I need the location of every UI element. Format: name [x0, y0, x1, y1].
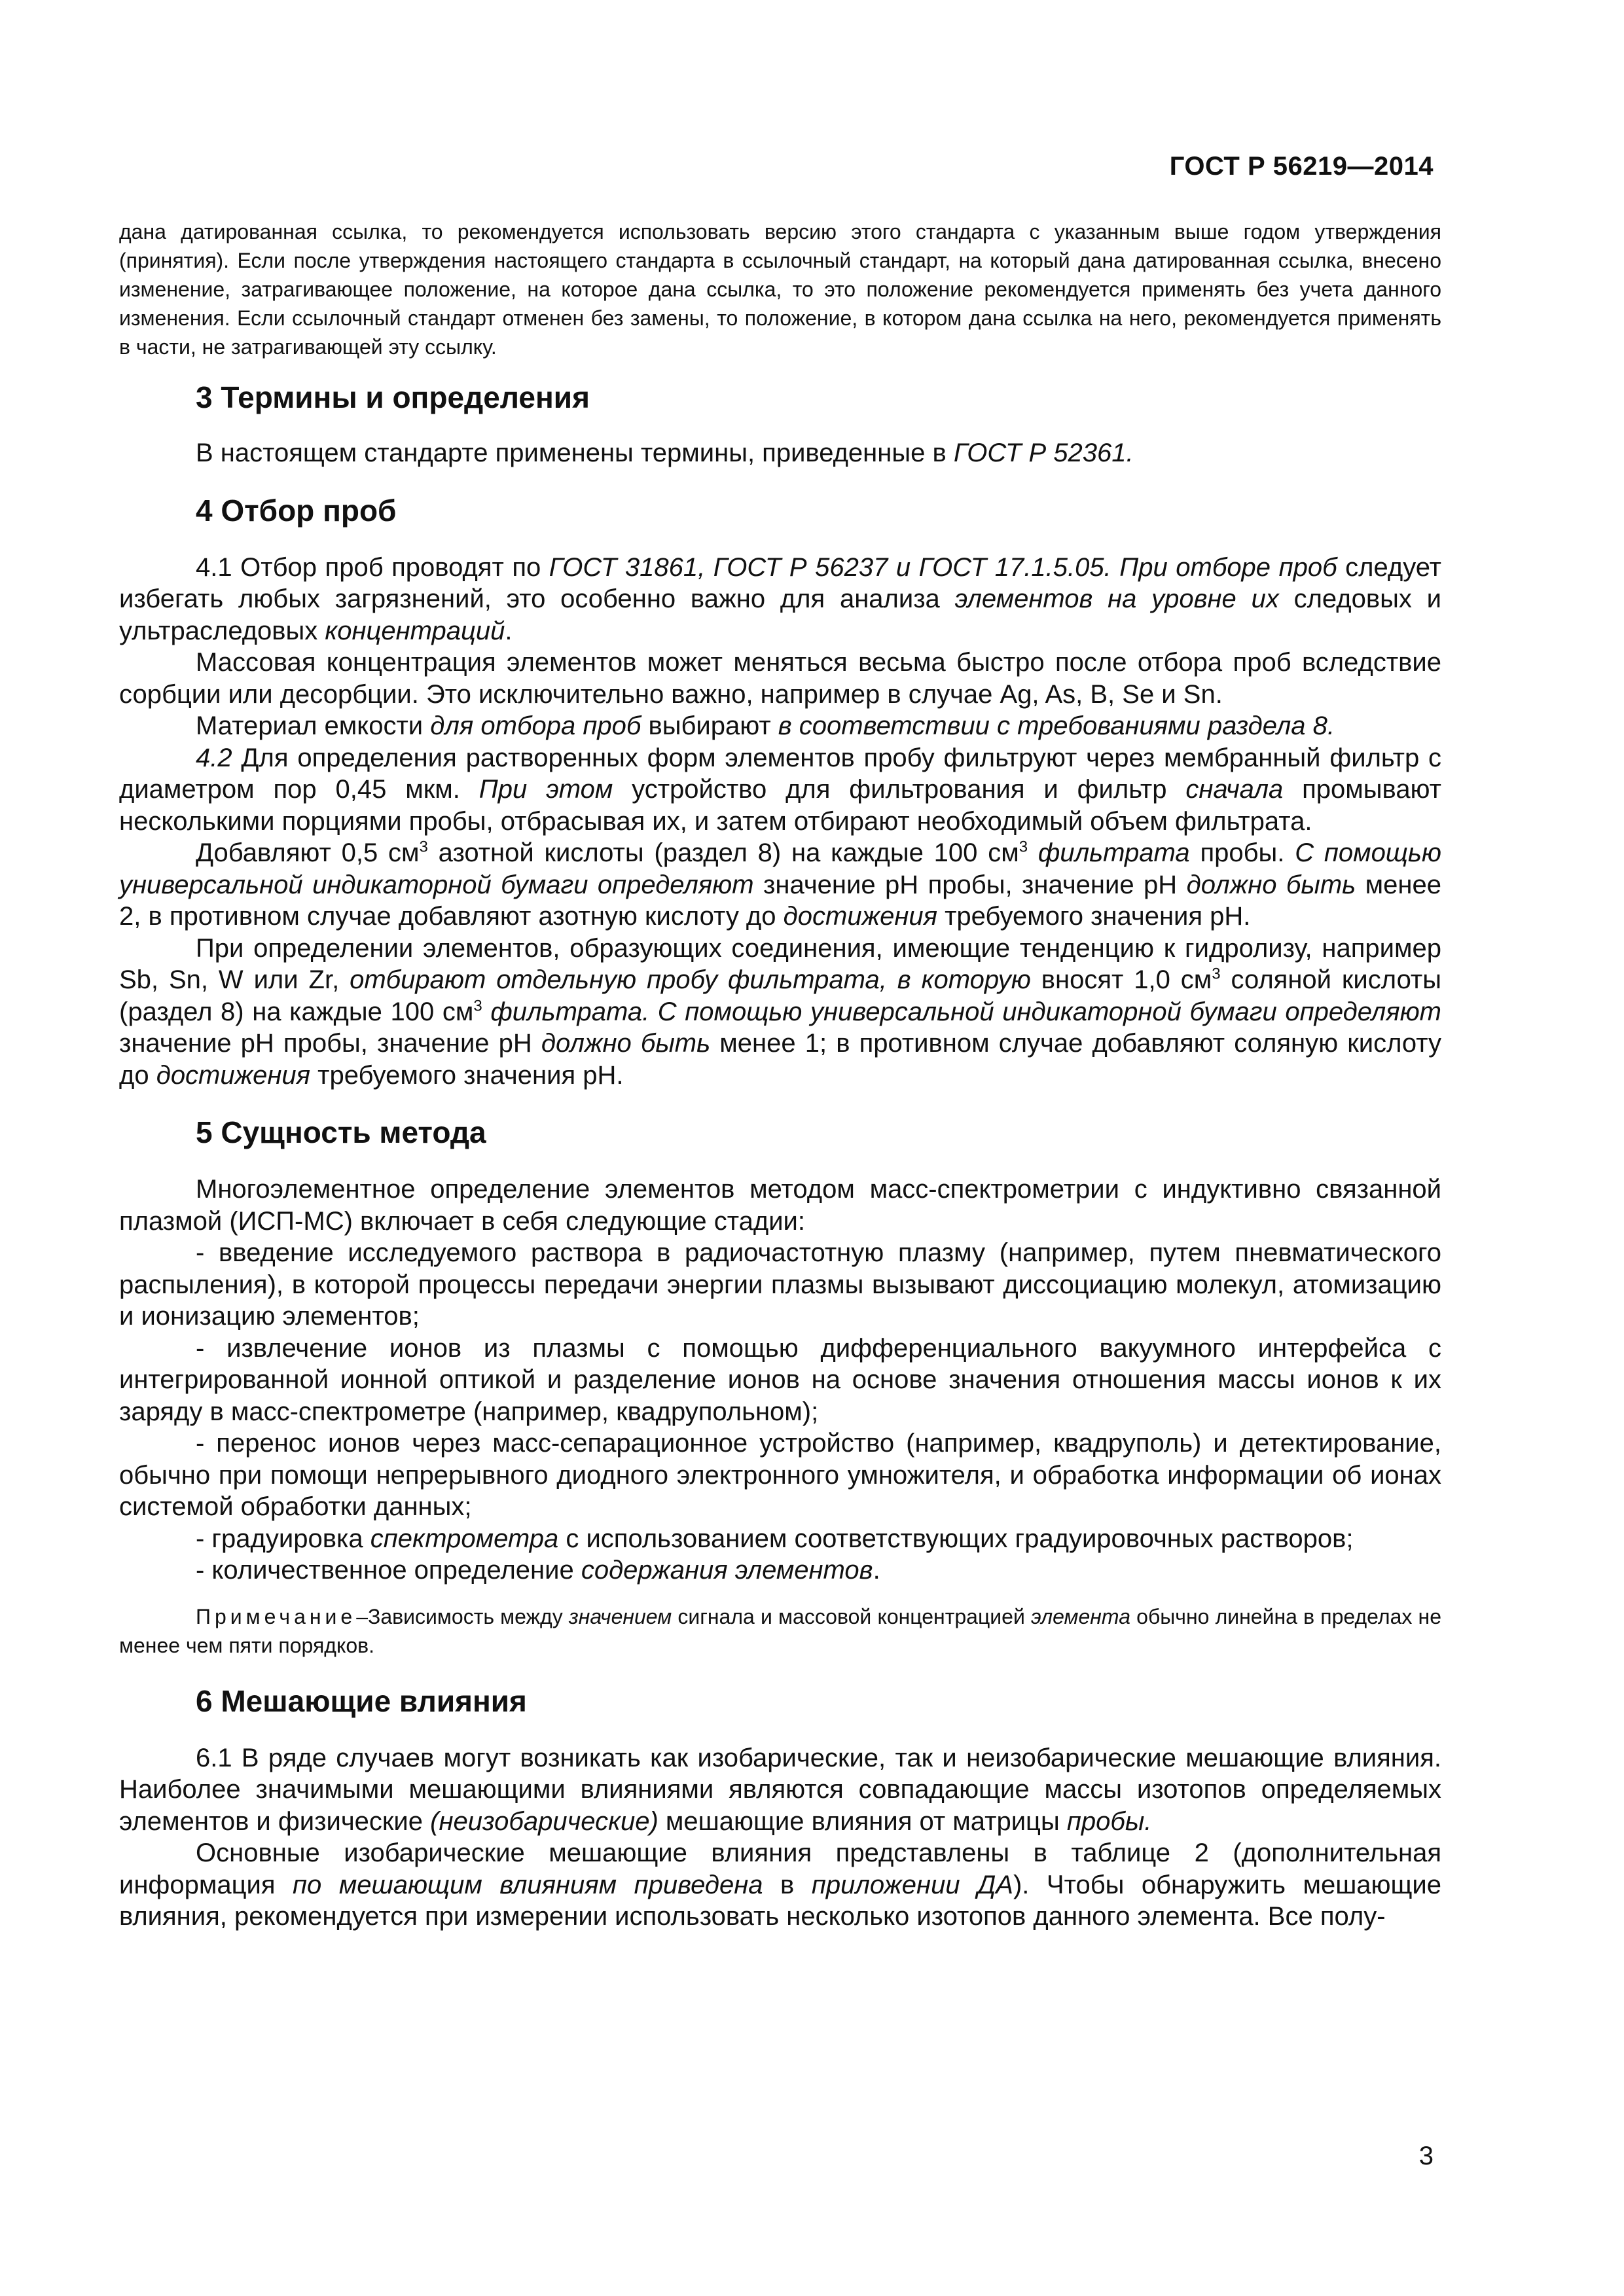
section-5-stage-5: - количественное определение содержания элементов.	[196, 1556, 880, 1585]
section-4-container-paragraph: Материал емкости для отбора проб выбирают в соответствии с требованиями раздела 8.	[196, 711, 1335, 740]
section-5-stage-1: - введение исследуемого раствора в радиочастотную плазму (например, путем пневматического распыления), в которой процессы передачи энергии плазмы вызывают диссоциацию молекул, атомизацию и ионизацию элементов;	[119, 1238, 1441, 1331]
section-6-1-paragraph: 6.1 В ряде случаев могут возникать как изобарические, так и неизобарические мешающие влияния. Наиболее значимыми мешающими влияниями являются совпадающие массы изотопов определяемых элементов и физические (неизобарические) мешающие влияния от матрицы пробы.	[119, 1743, 1441, 1836]
section-5-intro-paragraph: Многоэлементное определение элементов методом масс-спектрометрии с индуктивно связанной плазмой (ИСП-МС) включает в себя следующие стадии:	[119, 1175, 1441, 1236]
section-5-stage-3: - перенос ионов через масс-сепарационное устройство (например, квадруполь) и детектирование, обычно при помощи непрерывного диодного электронного умножителя, и обработка информации об ионах системой обработки данных;	[119, 1429, 1441, 1521]
section-5-note: Примечание–Зависимость между значением сигнала и массовой концентрацией элемента обычно линейна в пределах не менее чем пяти порядков.	[119, 1604, 1442, 1657]
section-3-heading: 3 Термины и определения	[196, 380, 590, 414]
section-4-hydrolysis-paragraph: При определении элементов, образующих соединения, имеющие тенденцию к гидролизу, например Sb, Sn, W или Zr, отбирают отдельную пробу фильтрата, в которую вносят 1,0 $см^3$ соляной кислоты (раздел 8) на каждые 100 $см^3$ фильтрата. С помощью универсальной индикаторной бумаги определяют значение pH пробы, значение pH должно быть менее 1; в противном случае добавляют соляную кислоту до достижения требуемого значения pH.	[119, 933, 1442, 1090]
page-number: 3	[1418, 2142, 1434, 2170]
section-4-concentration-paragraph: Массовая концентрация элементов может меняться весьма быстро после отбора проб вследствие сорбции или десорбции. Это исключительно важно, например в случае Ag, As, B, Se и Sn.	[119, 648, 1441, 709]
section-4-2-paragraph: 4.2 Для определения растворенных форм элементов пробу фильтруют через мембранный фильтр с диаметром пор 0,45 мкм. При этом устройство для фильтрования и фильтр сначала промывают несколькими порциями пробы, отбрасывая их, и затем отбирают необходимый объем фильтрата.	[119, 743, 1442, 836]
section-5-stage-2: - извлечение ионов из плазмы с помощью дифференциального вакуумного интерфейса с интегрированной ионной оптикой и разделение ионов на основе значения отношения массы ионов к их заряду в масс-спектрометре (например, квадрупольном);	[119, 1333, 1441, 1426]
page-body	[119, 217, 1441, 1933]
intro-paragraph: дана датированная ссылка, то рекомендуется использовать версию этого стандарта с указанным выше годом утверждения (принятия). Если после утверждения настоящего стандарта в ссылочный стандарт, на который дана датированная ссылка, внесено изменение, затрагивающее положение, на которое дана ссылка, то это положение рекомендуется применять без учета данного изменения. Если ссылочный стандарт отменен без замены, то положение, в котором дана ссылка на него, рекомендуется применять в части, не затрагивающей эту ссылку.	[119, 220, 1441, 359]
section-4-heading: 4 Отбор проб	[196, 493, 397, 528]
section-4-1-paragraph: 4.1 Отбор проб проводят по ГОСТ 31861, ГОСТ Р 56237 и ГОСТ 17.1.5.05. При отборе проб следует избегать любых загрязнений, это особенно важно для анализа элементов на уровне их следовых и ультраследовых концентраций.	[119, 552, 1441, 645]
section-4-nitric-acid-paragraph: Добавляют 0,5 $см^3$ азотной кислоты (раздел 8) на каждые 100 $см^3$ фильтрата пробы. С помощью универсальной индикаторной бумаги определяют значение pH пробы, значение pH должно быть менее 2, в противном случае добавляют азотную кислоту до достижения требуемого значения pH.	[119, 838, 1441, 931]
section-5-heading: 5 Сущность метода	[196, 1115, 486, 1149]
section-6-heading: 6 Мешающие влияния	[196, 1683, 527, 1718]
section-5-stage-4: - градуировка спектрометра с использованием соответствующих градуировочных растворов;	[196, 1524, 1354, 1553]
standard-designation: ГОСТ Р 56219—2014	[1169, 152, 1434, 181]
note-label: Примечание	[196, 1604, 357, 1628]
section-3-paragraph: В настоящем стандарте применены термины, приведенные в ГОСТ Р 52361.	[196, 439, 1134, 467]
section-6-isobaric-paragraph: Основные изобарические мешающие влияния представлены в таблице 2 (дополнительная информация по мешающим влияниям приведена в приложении ДА). Чтобы обнаружить мешающие влияния, рекомендуется при измерении использовать несколько изотопов данного элемента. Все полу-	[119, 1839, 1442, 1931]
